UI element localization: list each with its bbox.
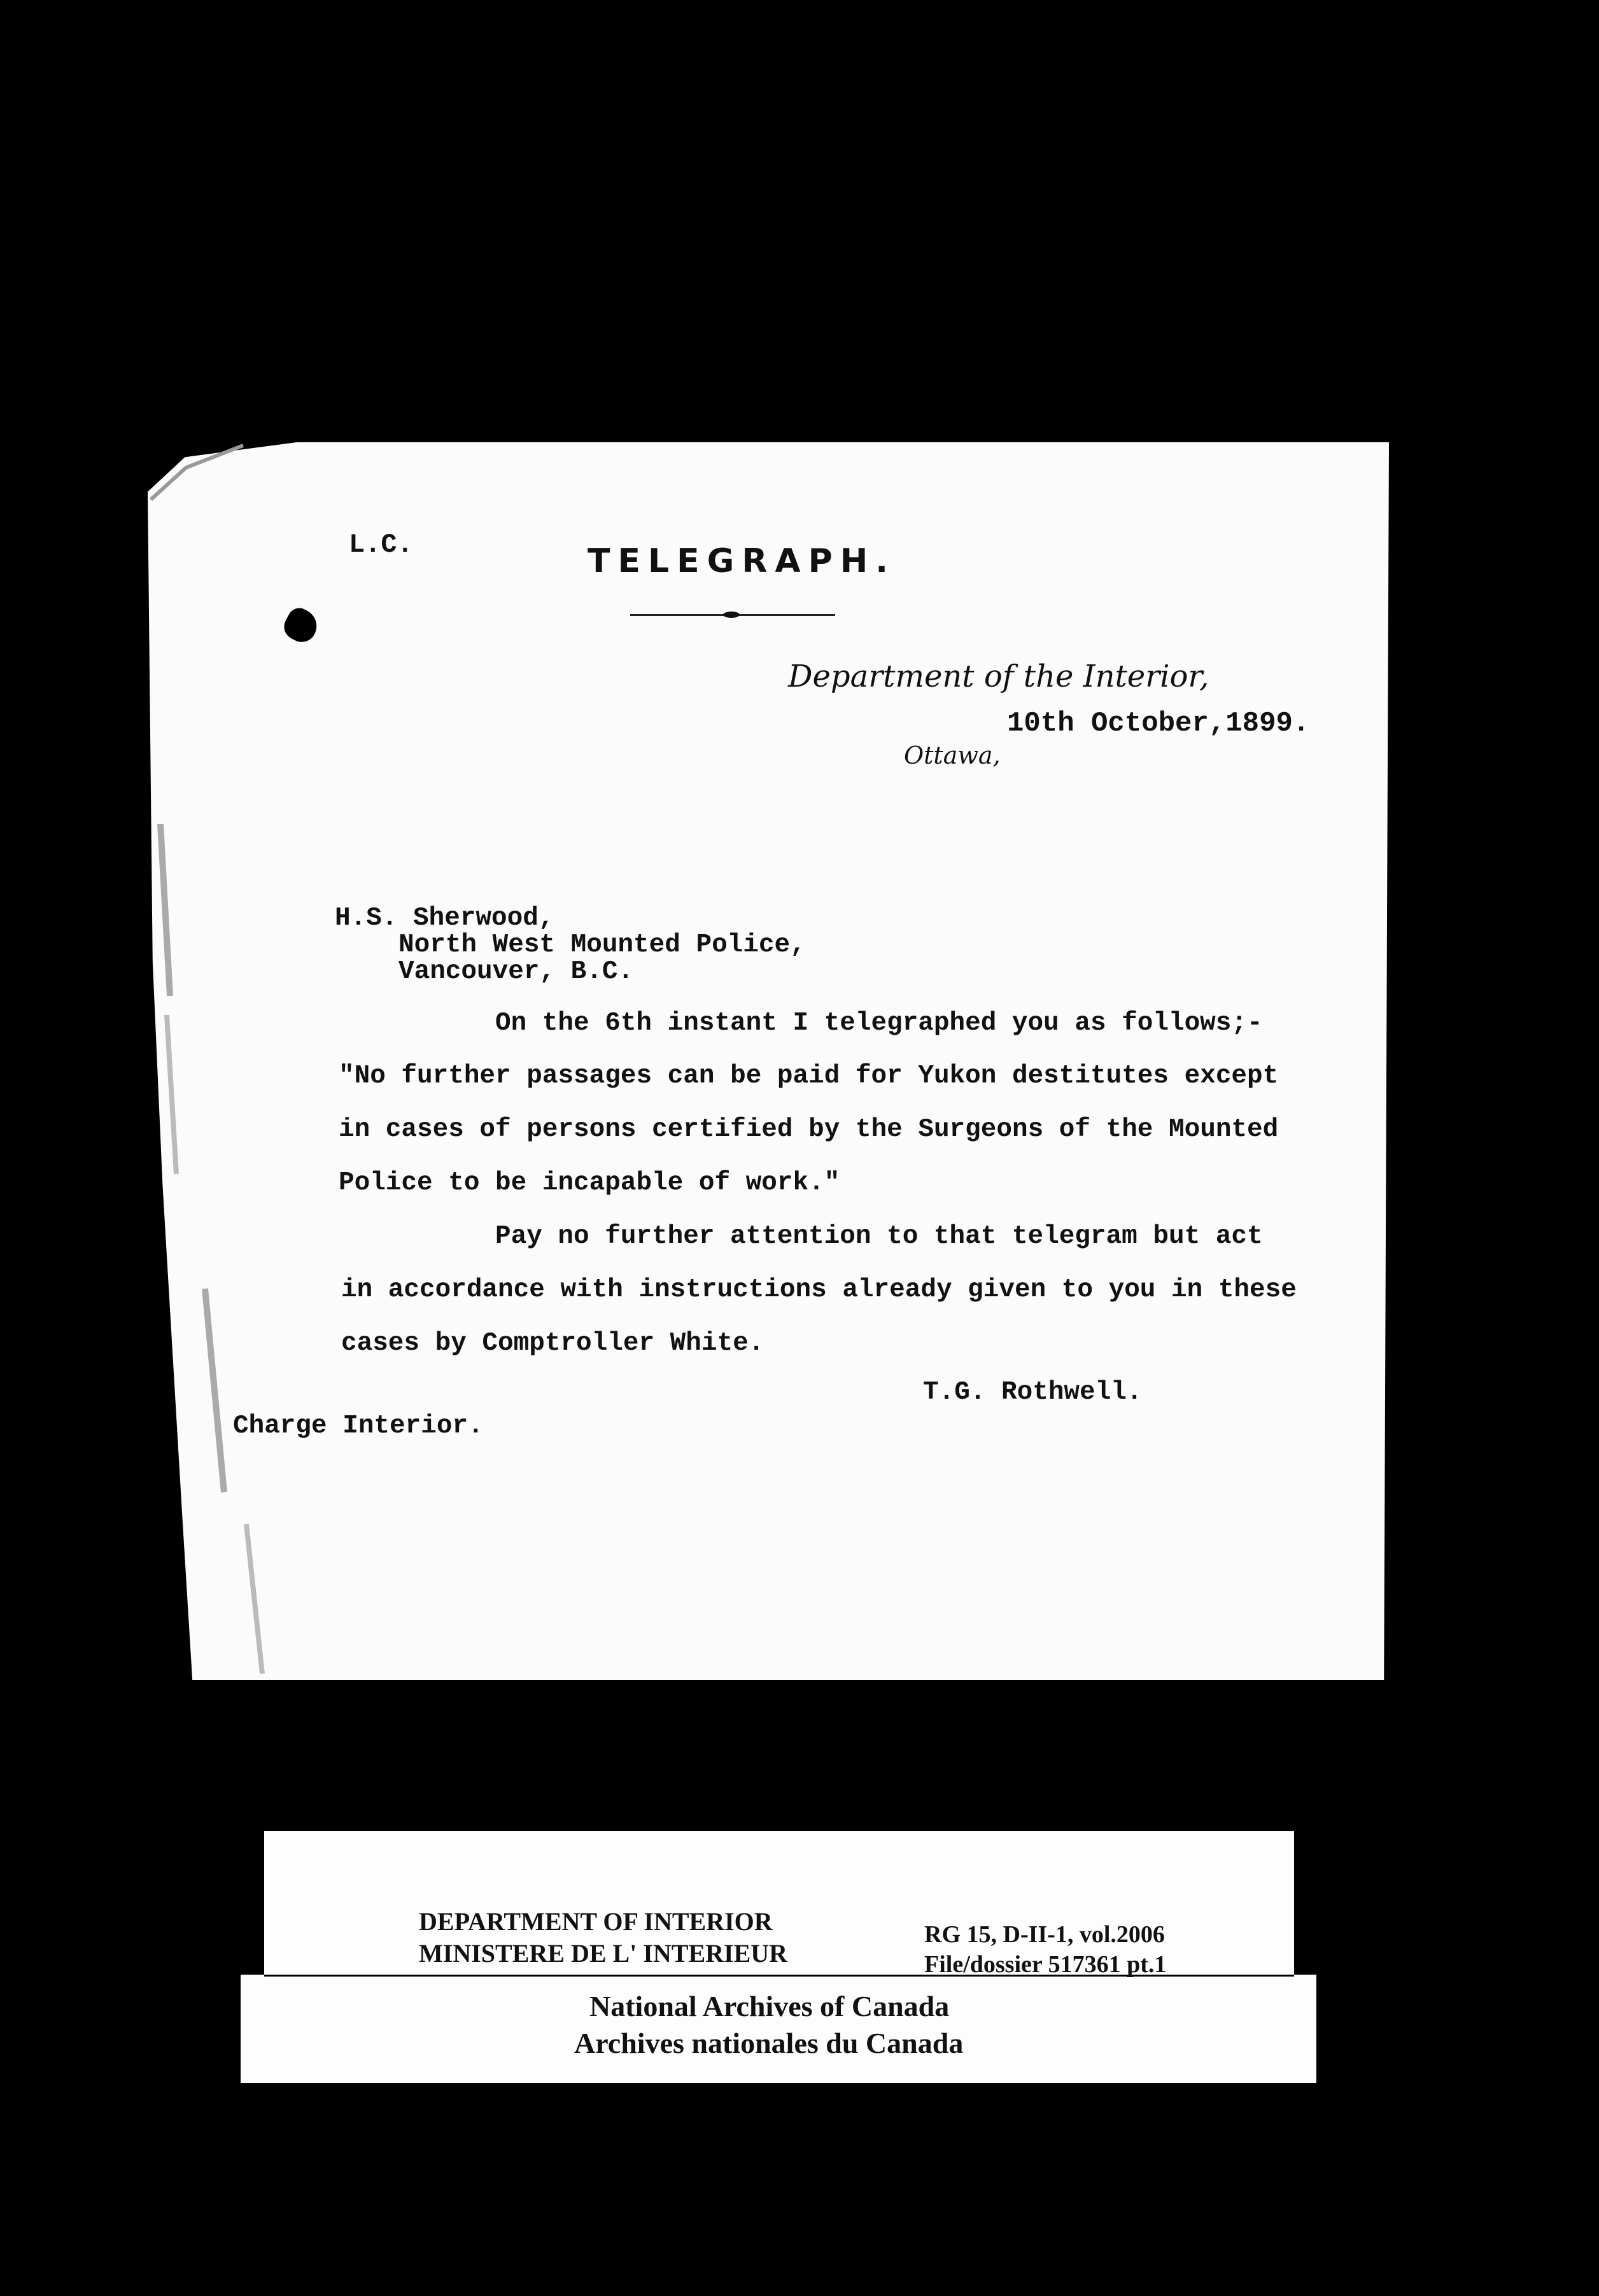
label-archives-en: National Archives of Canada: [589, 1990, 950, 2022]
recipient-organization: North West Mounted Police,: [398, 930, 806, 960]
label-file: File/dossier 517361 pt.1: [924, 1951, 1167, 1978]
label-archives-fr: Archives nationales du Canada: [574, 2027, 964, 2059]
label-dept-fr: MINISTERE DE L' INTERIEUR: [419, 1939, 788, 1968]
body-line-2: "No further passages can be paid for Yukon destitutes except: [339, 1061, 1279, 1091]
corner-mark: L.C.: [349, 529, 413, 560]
recipient-location: Vancouver, B.C.: [398, 957, 634, 986]
body-line-4: Police to be incapable of work.": [339, 1168, 840, 1198]
telegraph-title: TELEGRAPH.: [588, 542, 896, 580]
signature: T.G. Rothwell.: [923, 1378, 1143, 1407]
charge-line: Charge Interior.: [233, 1411, 484, 1441]
body-line-1: On the 6th instant I telegraphed you as follows;-: [495, 1009, 1263, 1038]
telegram-city: Ottawa,: [904, 741, 1001, 769]
body-line-5: Pay no further attention to that telegram but act: [495, 1222, 1263, 1251]
body-line-7: cases by Comptroller White.: [341, 1329, 764, 1358]
recipient-name: H.S. Sherwood,: [335, 904, 554, 933]
title-rule-ornament: [723, 612, 740, 618]
body-line-3: in cases of persons certified by the Surgeons of the Mounted: [339, 1115, 1279, 1144]
telegram-date: 10th October,1899.: [1007, 708, 1310, 739]
label-reference: RG 15, D-II-1, vol.2006: [924, 1921, 1165, 1948]
department-letterhead: Department of the Interior,: [788, 659, 1209, 694]
body-line-6: in accordance with instructions already given to you in these: [341, 1275, 1297, 1305]
label-dept-en: DEPARTMENT OF INTERIOR: [419, 1907, 773, 1936]
